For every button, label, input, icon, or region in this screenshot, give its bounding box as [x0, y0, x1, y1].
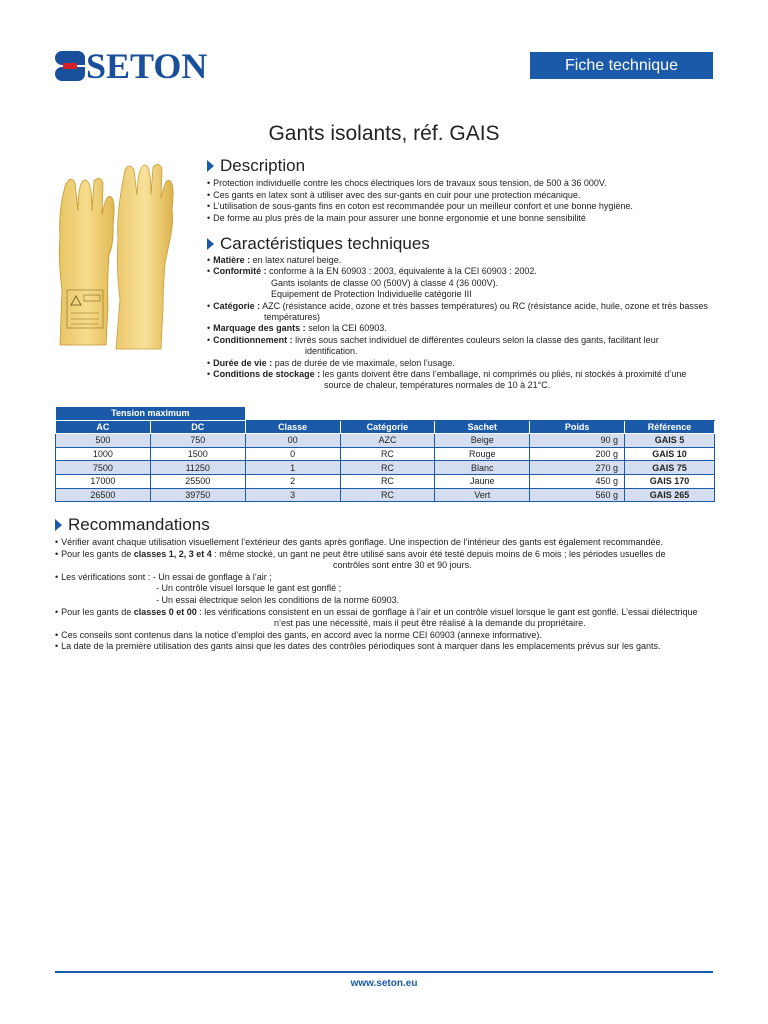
chevron-right-icon — [207, 160, 214, 172]
list-item: • Les vérifications sont : - Un essai de gonflage à l’air ; — [55, 572, 720, 584]
list-item: • Conformité : conforme à la EN 60903 : 2003, équivalente à la CEI 60903 : 2002. — [207, 266, 717, 277]
list-item: • Pour les gants de classes 0 et 00 : les vérifications consistent en un essai de gonflage à l’air et un contrôle visuel lorsque le gant est gonflé. L’essai diélectrique — [55, 607, 720, 619]
column-header: Poids — [530, 420, 625, 434]
seton-logo — [55, 46, 208, 86]
list-item: • Conditionnement : livrés sous sachet individuel de différentes couleurs selon la classe des gants, facilitant leur — [207, 335, 717, 346]
column-header: AC — [56, 420, 151, 434]
table-row: 26500 39750 3 RC Vert 560 g GAIS 265 — [56, 488, 715, 502]
table-row: 7500 11250 1 RC Blanc 270 g GAIS 75 — [56, 461, 715, 475]
list-item: • De forme au plus près de la main pour assurer une bonne ergonomie et une bonne sensibilité — [207, 213, 717, 225]
list-item: • Ces conseils sont contenus dans la notice d’emploi des gants, en accord avec la norme CEI 60903 (annexe informative). — [55, 630, 720, 642]
list-item: • Marquage des gants : selon la CEI 60903. — [207, 323, 717, 334]
column-header: Catégorie — [340, 420, 435, 434]
fiche-technique-badge: Fiche technique — [530, 52, 713, 79]
reco-line: - Un contrôle visuel lorsque le gant est gonflé ; — [156, 583, 342, 594]
reco-line: - Un essai électrique selon les conditions de la norme 60903. — [156, 594, 400, 605]
table-row: 500 750 00 AZC Beige 90 g GAIS 5 — [56, 434, 715, 448]
list-item: • Conditions de stockage : les gants doivent être dans l’emballage, ni comprimés ou pliés, ni stockés à proximité d’une — [207, 369, 717, 380]
list-item: • La date de la première utilisation des gants ainsi que les dates des contrôles périodiques sont à marquer dans les emplacements prévus sur les gants. — [55, 641, 720, 653]
caracteristiques-list — [207, 255, 717, 392]
list-item: • Vérifier avant chaque utilisation visuellement l’extérieur des gants après gonflage. Une inspection de l’intérieur des gants est également recommandée. — [55, 537, 720, 549]
chevron-right-icon — [207, 238, 214, 250]
logo-text: SETON — [86, 46, 208, 86]
categorie-line: températures) — [264, 312, 321, 323]
conditionnement-line: identification. — [305, 346, 358, 357]
recommandations-list — [55, 537, 720, 653]
page-title: Gants isolants, réf. GAIS — [268, 122, 500, 145]
list-item: • L’utilisation de sous-gants fins en coton est recommandée pour un meilleur confort et une bonne hygiène. — [207, 201, 717, 213]
list-item: • Pour les gants de classes 1, 2, 3 et 4 : même stocké, un gant ne peut être utilisé sans avoir été testé depuis moins de 6 mois ; les périodes usuelles de — [55, 549, 720, 561]
column-header: Référence — [625, 420, 715, 434]
tension-group-header: Tension maximum — [56, 407, 246, 421]
list-item: • Durée de vie : pas de durée de vie maximale, selon l’usage. — [207, 358, 717, 369]
recommandations-heading-text: Recommandations — [68, 515, 210, 534]
list-item: • Catégorie : AZC (résistance acide, ozone et très basses températures) ou RC (résistance acide, huile, ozone et très basses — [207, 301, 717, 312]
gloves-image — [55, 155, 200, 350]
column-header: Sachet — [435, 420, 530, 434]
list-item: • Matière : en latex naturel beige. — [207, 255, 717, 266]
recommandations-heading — [55, 515, 210, 535]
footer-divider — [55, 971, 713, 973]
column-header: Classe — [245, 420, 340, 434]
table-row: 17000 25500 2 RC Jaune 450 g GAIS 170 — [56, 474, 715, 488]
conformite-line: Gants isolants de classe 00 (500V) à classe 4 (36 000V). — [271, 277, 499, 288]
reco-line: contrôles sont entre 30 et 90 jours. — [333, 560, 472, 571]
reco-line: n’est pas une nécessité, mais il peut être réalisé à la demande du propriétaire. — [274, 618, 586, 629]
footer-url-link[interactable]: www.seton.eu — [350, 978, 418, 989]
list-item: • Protection individuelle contre les chocs électriques lors de travaux sous tension, de 500 à 36 000V. — [207, 178, 717, 190]
description-list — [207, 178, 717, 224]
list-item: • Ces gants en latex sont à utiliser avec des sur-gants en cuir pour une protection mécanique. — [207, 190, 717, 202]
description-heading-text: Description — [220, 156, 306, 175]
description-heading — [207, 156, 305, 176]
table-header-row — [56, 420, 715, 434]
stockage-line: source de chaleur, températures normales de 10 à 21°C. — [324, 380, 551, 391]
caracteristiques-heading-text: Caractéristiques techniques — [220, 234, 430, 253]
column-header: DC — [150, 420, 245, 434]
spec-table — [55, 406, 715, 502]
caracteristiques-heading — [207, 234, 430, 254]
chevron-right-icon — [55, 519, 62, 531]
table-row: 1000 1500 0 RC Rouge 200 g GAIS 10 — [56, 447, 715, 461]
conformite-line: Equipement de Protection Individuelle catégorie III — [271, 289, 472, 300]
seton-logo-mark — [55, 51, 85, 81]
